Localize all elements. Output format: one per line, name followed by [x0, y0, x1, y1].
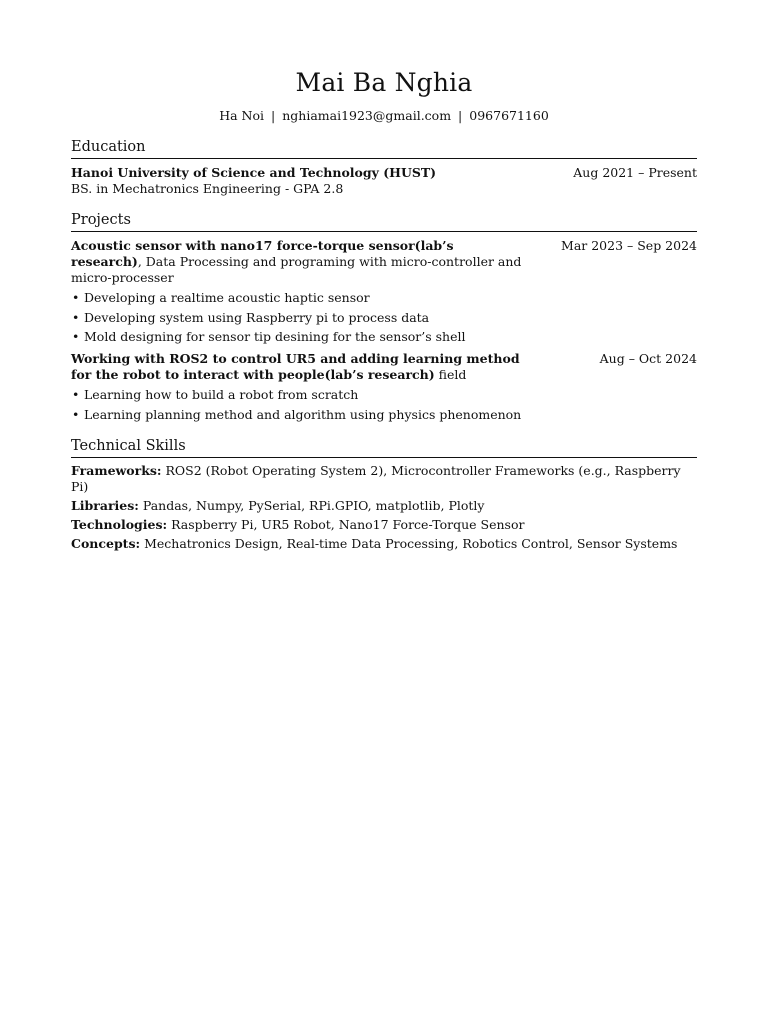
- project-dates: Aug – Oct 2024: [599, 351, 697, 366]
- skill-row-technologies: [71, 517, 697, 533]
- separator: |: [458, 108, 463, 123]
- bullet-icon: •: [72, 329, 80, 344]
- degree-detail: BS. in Mechatronics Engineering - GPA 2.8: [71, 181, 344, 196]
- phone: 0967671160: [469, 108, 549, 123]
- bullet-icon: •: [72, 309, 80, 325]
- project-title: [71, 238, 526, 286]
- project-title-bold: Working with ROS2 to control UR5 and adding learning method for the robot to interact with people(lab’s research): [71, 351, 520, 382]
- list-item: [71, 290, 697, 306]
- list-item: [71, 310, 697, 326]
- bullet-text: Learning planning method and algorithm using physics phenomenon: [84, 406, 522, 422]
- list-item: [71, 407, 697, 423]
- project-title: [71, 351, 526, 383]
- list-item: [71, 387, 697, 403]
- location: Ha Noi: [219, 108, 264, 123]
- project-title-rest: , Data Processing and programing with micro-controller and micro-processer: [71, 254, 522, 285]
- project-title-bold: Acoustic sensor with nano17 force-torque sensor(lab’s research): [71, 238, 454, 269]
- skill-label: Libraries:: [71, 497, 139, 513]
- project-entry-head: [71, 238, 697, 286]
- bullet-icon: •: [72, 387, 80, 402]
- candidate-name: Mai Ba Nghia: [295, 68, 473, 97]
- skill-value: Pandas, Numpy, PySerial, RPi.GPIO, matplotlib, Plotly: [138, 497, 485, 513]
- skill-value: ROS2 (Robot Operating System 2), Microcontroller Frameworks (e.g., Raspberry Pi): [71, 462, 681, 494]
- section-heading-education: Education: [71, 138, 697, 159]
- bullet-text: Developing system using Raspberry pi to process data: [84, 309, 430, 325]
- separator: |: [271, 108, 276, 123]
- project-entry-head: [71, 351, 697, 383]
- section-heading-skills: Technical Skills: [71, 437, 697, 458]
- skill-row-concepts: [71, 536, 697, 552]
- section-heading-projects: Projects: [71, 211, 697, 232]
- project-title-rest: field: [434, 367, 467, 382]
- bullet-icon: •: [72, 406, 80, 422]
- education-entry-head: [71, 165, 697, 181]
- bullet-text: Learning how to build a robot from scratch: [84, 387, 359, 402]
- skill-label: Frameworks:: [71, 462, 162, 478]
- education-entry: [71, 165, 697, 197]
- bullet-text: Mold designing for sensor tip desining for the sensor’s shell: [84, 329, 466, 344]
- bullet-text: Developing a realtime acoustic haptic sensor: [84, 290, 370, 305]
- project-bullets: [71, 290, 697, 345]
- skill-label: Technologies:: [71, 516, 168, 532]
- skill-row-frameworks: [71, 463, 697, 495]
- skill-label: Concepts:: [71, 536, 141, 552]
- list-item: [71, 329, 697, 345]
- contact-line: [71, 108, 697, 124]
- email-link[interactable]: nghiamai1923@gmail.com: [282, 108, 452, 123]
- project-entry: [71, 238, 697, 345]
- skill-value: Mechatronics Design, Real-time Data Processing, Robotics Control, Sensor Systems: [140, 536, 678, 552]
- skill-row-libraries: [71, 498, 697, 514]
- project-dates: Mar 2023 – Sep 2024: [561, 238, 697, 253]
- school-name: Hanoi University of Science and Technology (HUST): [71, 165, 437, 180]
- skills-list: [71, 463, 697, 553]
- education-dates: Aug 2021 – Present: [573, 165, 697, 180]
- project-entry: [71, 351, 697, 423]
- skill-value: Raspberry Pi, UR5 Robot, Nano17 Force-Torque Sensor: [167, 516, 525, 532]
- bullet-icon: •: [72, 290, 80, 305]
- project-bullets: [71, 387, 697, 423]
